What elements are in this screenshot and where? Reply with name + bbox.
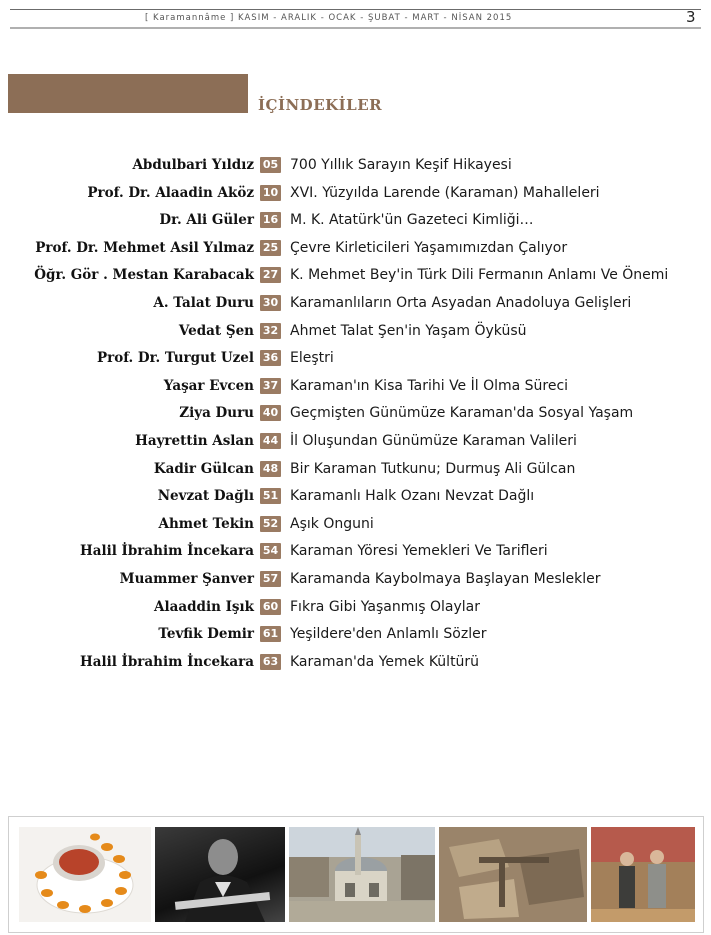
toc-author: Ziya Duru bbox=[179, 405, 254, 422]
toc-author: Yaşar Evcen bbox=[163, 377, 254, 394]
section-title: İÇİNDEKİLER bbox=[258, 96, 383, 114]
toc-title[interactable]: XVI. Yüzyılda Larende (Karaman) Mahalleleri bbox=[290, 184, 600, 201]
toc-title[interactable]: Karaman Yöresi Yemekleri Ve Tarifleri bbox=[290, 543, 548, 560]
toc-title[interactable]: Karaman'ın Kisa Tarihi Ve İl Olma Süreci bbox=[290, 377, 569, 394]
toc-page-badge: 16 bbox=[260, 212, 281, 228]
toc-title[interactable]: K. Mehmet Bey'in Türk Dili Fermanın Anlamı Ve Önemi bbox=[290, 267, 669, 284]
toc-row[interactable] bbox=[0, 348, 711, 376]
toc-row[interactable] bbox=[0, 210, 711, 238]
toc-title[interactable]: Ahmet Talat Şen'in Yaşam Öyküsü bbox=[290, 322, 527, 339]
toc-page-badge: 10 bbox=[260, 185, 281, 201]
toc-author: Abdulbari Yıldız bbox=[132, 157, 254, 173]
toc-page-badge: 36 bbox=[260, 350, 281, 366]
toc-row[interactable] bbox=[0, 376, 711, 404]
toc-title[interactable]: İl Oluşundan Günümüze Karaman Valileri bbox=[290, 432, 577, 449]
toc-author: Tevfik Demir bbox=[158, 626, 254, 643]
toc-author: Vedat Şen bbox=[178, 322, 254, 339]
toc-author: Hayrettin Aslan bbox=[135, 432, 254, 449]
toc-page-badge: 51 bbox=[260, 488, 281, 504]
toc-row[interactable] bbox=[0, 486, 711, 514]
photo-food-dish bbox=[19, 827, 151, 922]
toc-author: Prof. Dr. Alaadin Aköz bbox=[87, 184, 254, 201]
toc-author: Halil İbrahim İncekara bbox=[79, 653, 254, 670]
photo-excavation bbox=[439, 827, 587, 922]
toc-row[interactable] bbox=[0, 293, 711, 321]
toc-title[interactable]: Çevre Kirleticileri Yaşamımızdan Çalıyor bbox=[290, 239, 568, 256]
toc-author: A. Talat Duru bbox=[153, 294, 254, 311]
toc-row[interactable] bbox=[0, 652, 711, 680]
toc-title[interactable]: Yeşildere'den Anlamlı Sözler bbox=[290, 626, 487, 643]
toc-author: Öğr. Gör . Mestan Karabacak bbox=[34, 267, 254, 284]
toc-author: Prof. Dr. Mehmet Asil Yılmaz bbox=[35, 239, 254, 256]
toc-page-badge: 52 bbox=[260, 516, 281, 532]
toc-title[interactable]: Karaman'da Yemek Kültürü bbox=[290, 653, 480, 670]
toc-page-badge: 25 bbox=[260, 240, 281, 256]
photo-ataturk-portrait bbox=[155, 827, 285, 922]
toc-page-badge: 32 bbox=[260, 323, 281, 339]
toc-row[interactable] bbox=[0, 541, 711, 569]
toc-page-badge: 57 bbox=[260, 571, 281, 587]
photo-strip bbox=[8, 816, 704, 933]
toc-author: Nevzat Dağlı bbox=[157, 488, 254, 505]
toc-author: Prof. Dr. Turgut Uzel bbox=[96, 350, 254, 367]
toc-author: Kadir Gülcan bbox=[153, 460, 254, 477]
toc-page-badge: 40 bbox=[260, 405, 281, 421]
toc-author: Dr. Ali Güler bbox=[159, 212, 254, 229]
toc-page-badge: 48 bbox=[260, 461, 281, 477]
toc-title[interactable]: Karamanlıların Orta Asyadan Anadoluya Gelişleri bbox=[290, 294, 632, 311]
toc-row[interactable] bbox=[0, 431, 711, 459]
toc-page-badge: 27 bbox=[260, 267, 281, 283]
toc-title[interactable]: Geçmişten Günümüze Karaman'da Sosyal Yaşam bbox=[290, 405, 634, 422]
toc-title[interactable]: Eleştri bbox=[290, 350, 334, 367]
page-number: 3 bbox=[686, 8, 696, 26]
toc-row[interactable] bbox=[0, 321, 711, 349]
toc-row[interactable] bbox=[0, 514, 711, 542]
toc-author: Ahmet Tekin bbox=[158, 515, 254, 532]
toc-page-badge: 63 bbox=[260, 654, 281, 670]
toc-row[interactable] bbox=[0, 183, 711, 211]
header-rule-top bbox=[10, 9, 701, 10]
toc-page-badge: 05 bbox=[260, 157, 281, 173]
toc-page-badge: 44 bbox=[260, 433, 281, 449]
toc-title[interactable]: Fıkra Gibi Yaşanmış Olaylar bbox=[290, 598, 481, 615]
toc-page-badge: 37 bbox=[260, 378, 281, 394]
toc-row[interactable] bbox=[0, 403, 711, 431]
toc-page-badge: 61 bbox=[260, 626, 281, 642]
toc-author: Muammer Şanver bbox=[119, 570, 254, 587]
toc-row[interactable] bbox=[0, 155, 711, 183]
title-color-bar bbox=[8, 74, 248, 113]
toc-page-badge: 54 bbox=[260, 543, 281, 559]
toc-page-badge: 30 bbox=[260, 295, 281, 311]
toc-row[interactable] bbox=[0, 624, 711, 652]
toc-title[interactable]: Karamanlı Halk Ozanı Nevzat Dağlı bbox=[290, 488, 535, 505]
photo-two-men bbox=[591, 827, 695, 922]
toc-row[interactable] bbox=[0, 597, 711, 625]
toc-author: Alaaddin Işık bbox=[153, 598, 254, 615]
toc-title[interactable]: 700 Yıllık Sarayın Keşif Hikayesi bbox=[290, 157, 512, 173]
photo-mosque bbox=[289, 827, 435, 922]
toc-row[interactable] bbox=[0, 459, 711, 487]
toc-page-badge: 60 bbox=[260, 599, 281, 615]
toc-row[interactable] bbox=[0, 238, 711, 266]
toc-title[interactable]: Aşık Onguni bbox=[290, 515, 374, 532]
toc-title[interactable]: M. K. Atatürk'ün Gazeteci Kimliği… bbox=[290, 212, 534, 229]
running-header: [ Karamannâme ] KASIM - ARALIK - OCAK - ŞUBAT - MART - NİSAN 2015 bbox=[145, 13, 513, 23]
toc-title[interactable]: Bir Karaman Tutkunu; Durmuş Ali Gülcan bbox=[290, 460, 576, 477]
toc-title[interactable]: Karamanda Kaybolmaya Başlayan Meslekler bbox=[290, 570, 601, 587]
toc-row[interactable] bbox=[0, 569, 711, 597]
toc-author: Halil İbrahim İncekara bbox=[79, 543, 254, 560]
toc-row[interactable] bbox=[0, 265, 711, 293]
header-rule-bottom bbox=[10, 27, 701, 29]
table-of-contents bbox=[0, 155, 711, 679]
